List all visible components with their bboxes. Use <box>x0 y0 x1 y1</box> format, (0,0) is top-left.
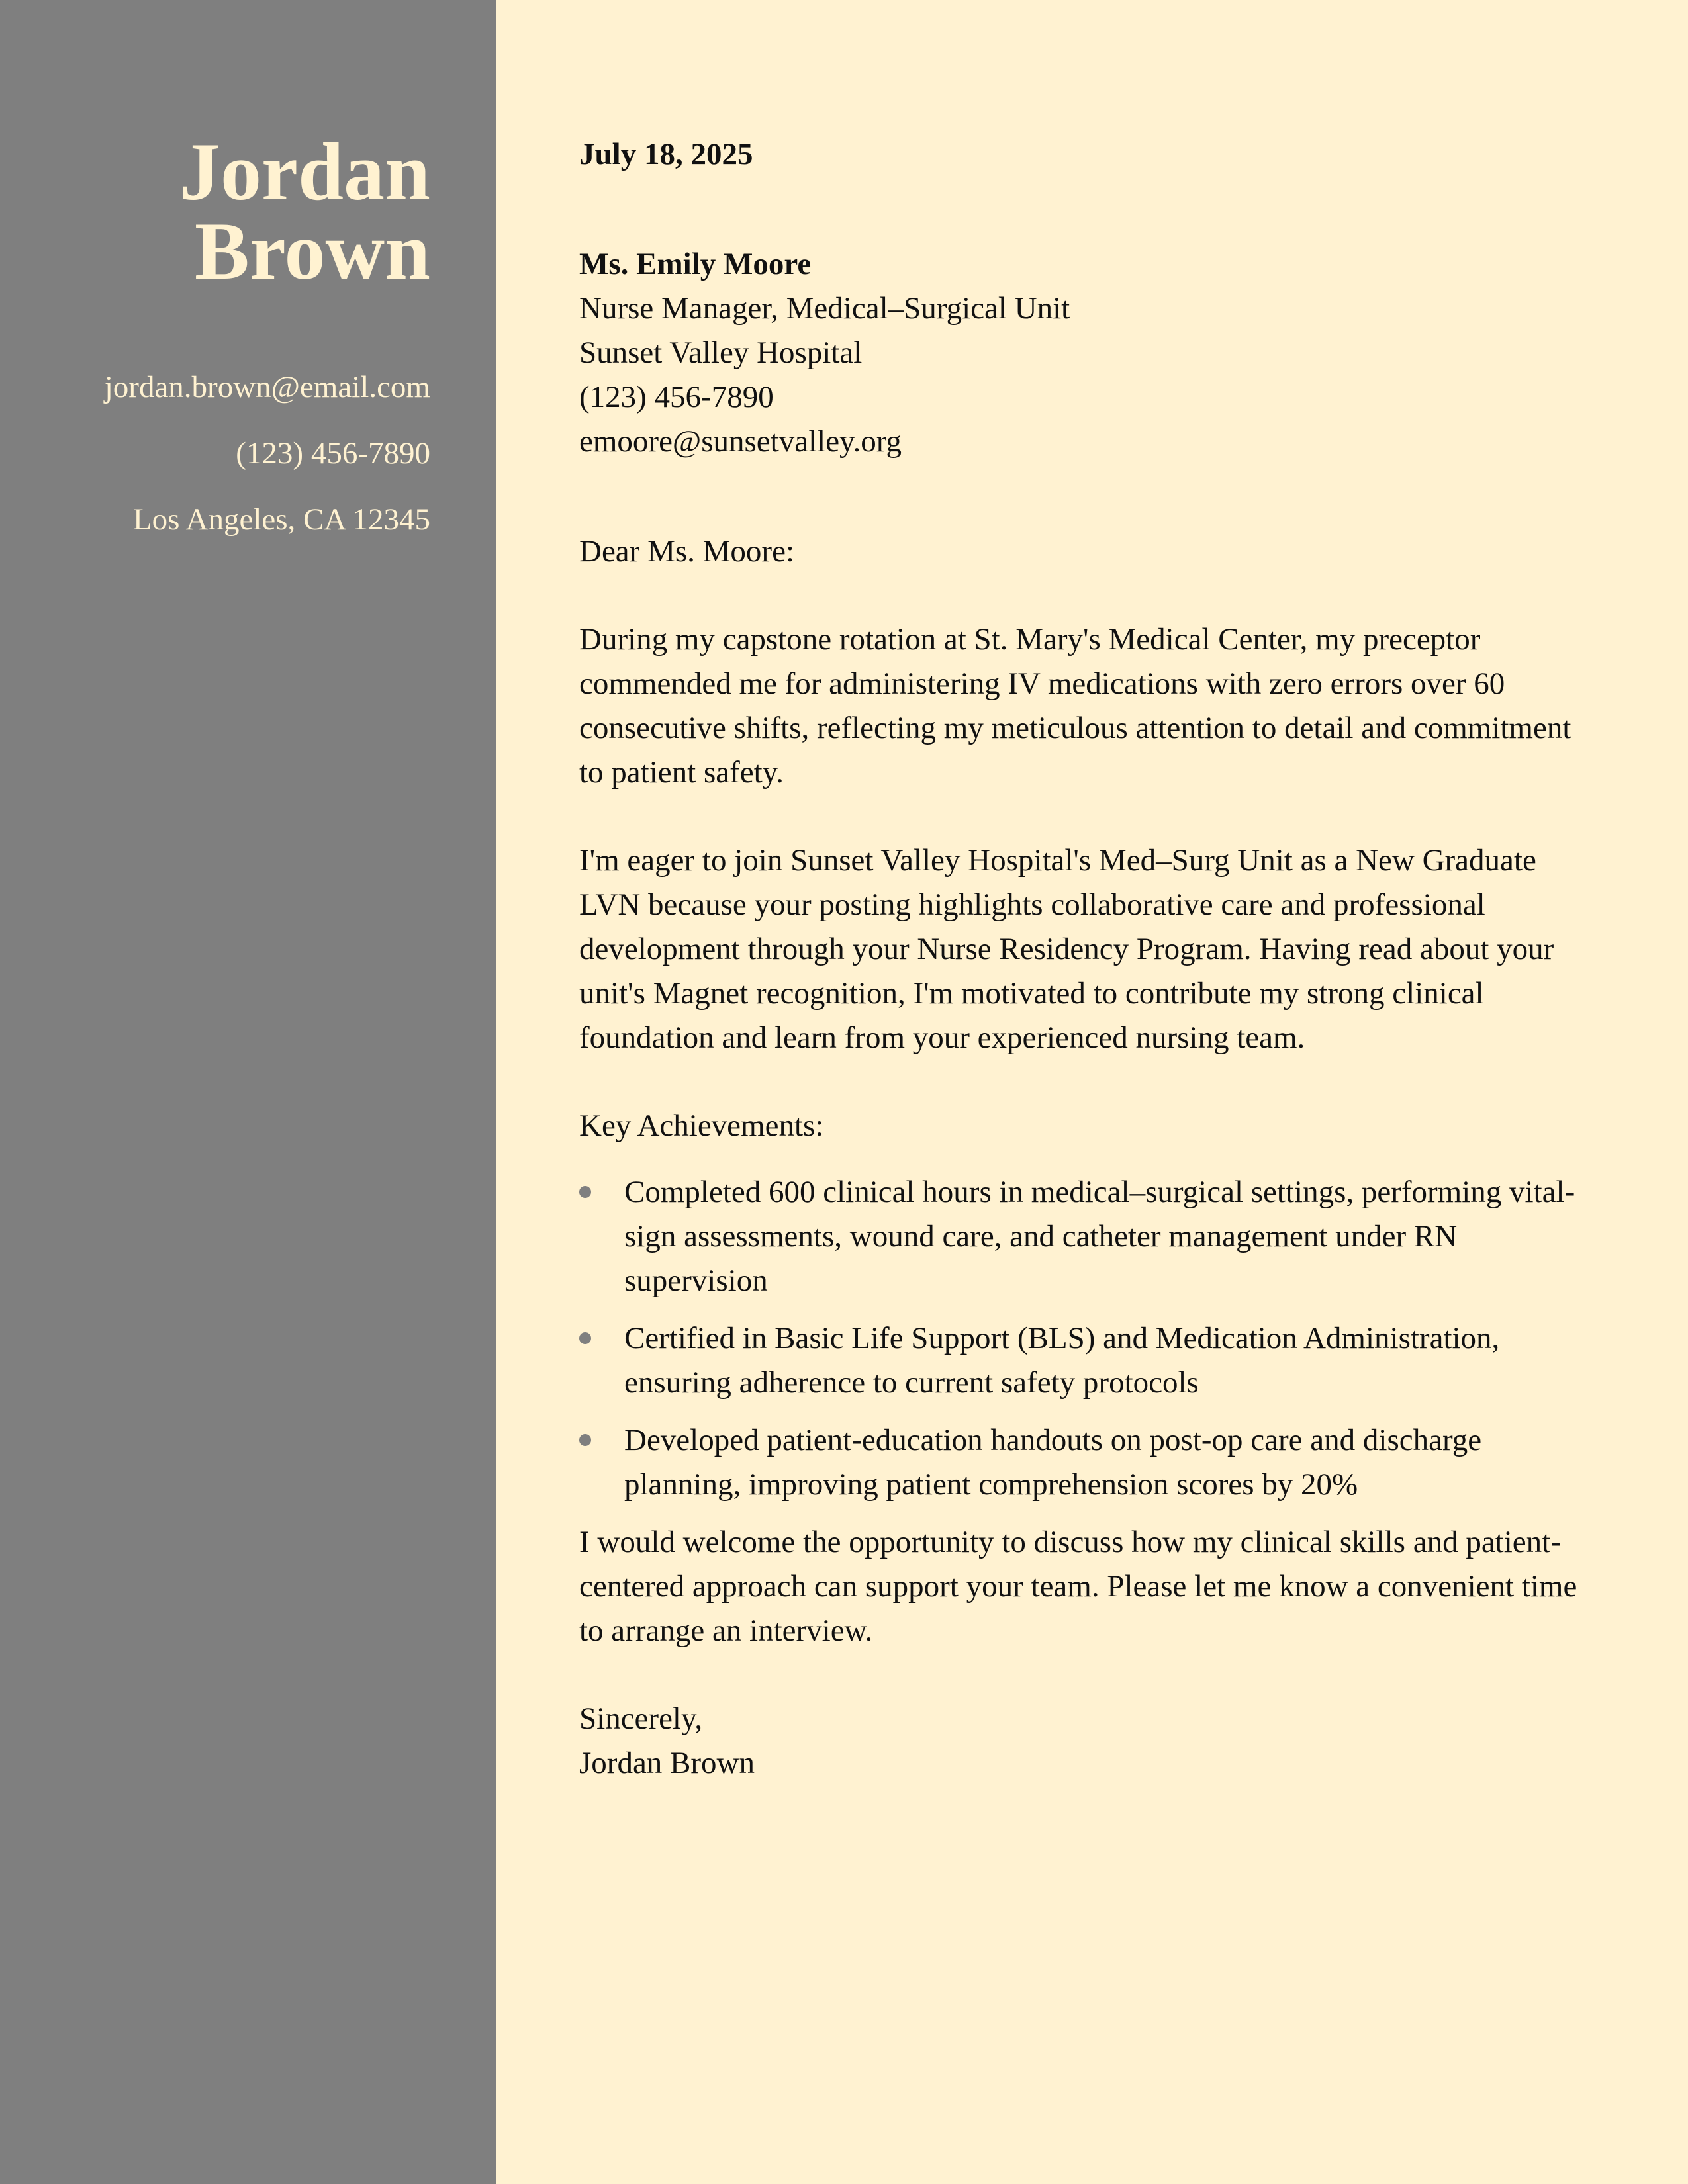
signoff: Sincerely, <box>579 1702 703 1736</box>
sender-first-name: Jordan <box>179 126 430 217</box>
recipient-name: Ms. Emily Moore <box>579 247 812 281</box>
bullet-icon <box>579 1332 591 1344</box>
sidebar <box>0 0 496 2184</box>
sender-email: jordan.brown@email.com <box>104 370 430 404</box>
recipient-email: emoore@sunsetvalley.org <box>579 424 902 459</box>
signature-name: Jordan Brown <box>579 1746 755 1780</box>
list-item <box>579 1418 1592 1507</box>
recipient-phone: (123) 456-7890 <box>579 380 774 414</box>
paragraph-opening: During my capstone rotation at St. Mary's Medical Center, my preceptor commended me for administering IV medications with zero errors over 60 consecutive shifts, reflecting my meticulous attention to detail and commitment to patient safety. <box>579 622 1571 790</box>
paragraph-motivation: I'm eager to join Sunset Valley Hospital's Med–Surg Unit as a New Graduate LVN because your posting highlights collaborative care and professional development through your Nurse Residency Program. Having read about your unit's Magnet recognition, I'm motivated to contribute my strong clinical foundation and learn from your experienced nursing team. <box>579 843 1554 1055</box>
signoff-block <box>579 1697 1592 1786</box>
achievement-text: Completed 600 clinical hours in medical–surgical settings, performing vital-sign assessments, wound care, and catheter management under RN supervision <box>624 1175 1575 1298</box>
sender-phone: (123) 456-7890 <box>236 436 430 471</box>
salutation: Dear Ms. Moore: <box>579 534 795 569</box>
achievements-list <box>579 1170 1592 1507</box>
achievement-text: Developed patient-education handouts on post-op care and discharge planning, improving patient comprehension scores by 20% <box>624 1423 1482 1502</box>
sender-location: Los Angeles, CA 12345 <box>132 502 430 537</box>
list-item <box>579 1170 1592 1303</box>
paragraph-closing: I would welcome the opportunity to discuss how my clinical skills and patient-centered approach can support your team. Please let me know a convenient time to arrange an interview. <box>579 1525 1577 1648</box>
recipient-organization: Sunset Valley Hospital <box>579 336 863 370</box>
letter-body <box>579 132 1592 1786</box>
achievements-heading: Key Achievements: <box>579 1109 824 1143</box>
sender-name <box>7 126 430 296</box>
letter-date: July 18, 2025 <box>579 137 753 171</box>
bullet-icon <box>579 1186 591 1198</box>
recipient-block <box>579 242 1592 464</box>
recipient-title: Nurse Manager, Medical–Surgical Unit <box>579 291 1070 326</box>
sender-last-name: Brown <box>194 206 430 296</box>
achievement-text: Certified in Basic Life Support (BLS) and Medication Administration, ensuring adherence to current safety protocols <box>624 1321 1500 1400</box>
bullet-icon <box>579 1434 591 1446</box>
list-item <box>579 1316 1592 1405</box>
